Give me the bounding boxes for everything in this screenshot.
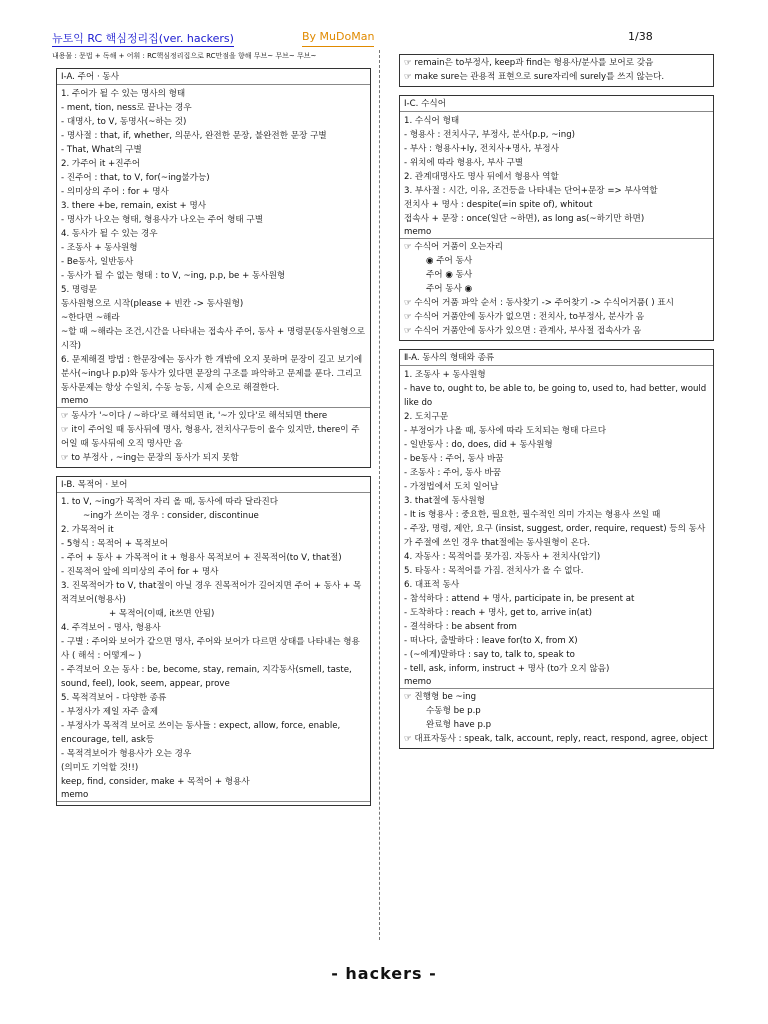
content-line: - 참석하다 : attend + 명사, participate in, be present at [404, 594, 635, 604]
memo-line: ☞ 수식어 거품안에 동사가 없으면 : 전치사, to부정사, 분사가 옴 [404, 312, 645, 322]
content-line: - 가정법에서 도치 일어남 [404, 482, 499, 492]
content-line: - 명사절 : that, if, whether, 의문사, 완전한 문장, 불완전한 문장 구별 [61, 131, 327, 141]
memo-line: 주어 동사 ◉ [426, 284, 473, 294]
content-line: 2. 도치구문 [404, 412, 449, 422]
content-line: - 부사 : 형용사+ly, 전치사+명사, 부정사 [404, 144, 559, 154]
right-column [399, 54, 714, 757]
memo-line: 주어 ◉ 동사 [426, 270, 473, 280]
content-line: - 동사가 될 수 없는 형태 : to V, ~ing, p.p, be + 동사원형 [61, 271, 286, 281]
content-line: - 의미상의 주어 : for + 명사 [61, 187, 169, 197]
page-number: 1/38 [628, 30, 653, 43]
content-line: keep, find, consider, make + 목적어 + 형용사 [61, 777, 250, 787]
content-line: - 명사가 나오는 형태, 형용사가 나오는 주어 형태 구별 [61, 215, 264, 225]
content-line: 6. 문제해결 방법 : 한문장에는 동사가 한 개밖에 오지 못하며 문장이 길고 보기에 분사(~ing나 p.p)와 동사가 있다면 문장의 구조를 파악하고 문제를 푼다. 그리고 동사문제는 항상 수일치, 수동 능동, 시제 순으로 해결한다. [61, 355, 365, 393]
content-line: 전치사 + 명사 : despite(=in spite of), whitout [404, 200, 593, 210]
memo-label: memo [57, 789, 370, 802]
content-line: - 목적격보어가 형용사가 오는 경우 [61, 749, 192, 759]
content-line: - 조동사 + 동사원형 [61, 243, 138, 253]
memo-line: 완료형 have p.p [426, 720, 492, 730]
content-line: 3. there +be, remain, exist + 명사 [61, 201, 207, 211]
memo-line: ☞ 진행형 be ~ing [404, 692, 477, 702]
content-line: 접속사 + 문장 : once(일단 ~하면), as long as(~하기만 하면) [404, 214, 645, 224]
content-line: - 주어 + 동사 + 가목적어 it + 형용사 목적보어 + 진목적어(to V, that절) [61, 553, 342, 563]
content-line: - 주격보어 오는 동사 : be, become, stay, remain, 지각동사(smell, taste, sound, feel), look, seem, appear, prove [61, 665, 355, 689]
content-line: 1. 조동사 + 동사원형 [404, 370, 486, 380]
content-line: - 부정어가 나올 때, 동사에 따라 도치되는 형태 다르다 [404, 426, 607, 436]
content-line: 3. 부사절 : 시간, 이유, 조건등을 나타내는 단어+문장 => 부사역할 [404, 186, 658, 196]
content-line: 5. 목적격보어 - 다양한 종류 [61, 693, 167, 703]
content-line: 2. 가주어 it +진주어 [61, 159, 141, 169]
content-line: - 5형식 : 목적어 + 목적보어 [61, 539, 169, 549]
memo-line: ☞ 수식어 거품이 오는자리 [404, 242, 503, 252]
content-line: ☞ make sure는 관용적 표현으로 sure자리에 surely를 쓰지 않는다. [404, 72, 665, 82]
contents-subtitle: 내용물 : 문법 + 독해 + 어휘 : RC핵심정리집으로 RC만점을 향해 무브~ 무브~ 무브~ [52, 52, 317, 60]
content-line: - 부정사가 제일 자주 출제 [61, 707, 159, 717]
footer-label: - hackers - [331, 964, 437, 983]
section-box [56, 476, 371, 806]
section-title: Ⅰ-A. 주어 · 동사 [57, 70, 370, 85]
content-line: + 목적어(이때, it쓰면 안됨) [109, 609, 215, 619]
content-line: - ment, tion, ness로 끝나는 경우 [61, 103, 192, 113]
memo-label: memo [400, 676, 713, 689]
section-title: Ⅰ-C. 수식어 [400, 97, 713, 112]
content-line: - 형용사 : 전치사구, 부정사, 분사(p.p, ~ing) [404, 130, 576, 140]
content-line: 4. 동사가 될 수 있는 경우 [61, 229, 158, 239]
memo-line: ☞ to 부정사 , ~ing는 문장의 동사가 되지 못함 [61, 453, 239, 463]
section-box [56, 68, 371, 468]
content-line: - 주장, 명령, 제안, 요구 (insist, suggest, order, require, request) 등의 동사가 주절에 쓰인 경우 that절에는 동사원형이 온다. [404, 524, 706, 548]
content-line: - 위치에 따라 형용사, 부사 구별 [404, 158, 524, 168]
content-line: 동사원형으로 시작(please + 빈칸 -> 동사원형) [61, 299, 244, 309]
content-line: - 일반동사 : do, does, did + 동사원형 [404, 440, 553, 450]
content-line: ~ing가 쓰이는 경우 : consider, discontinue [83, 511, 259, 521]
content-line: - be동사 : 주어, 동사 바꿈 [404, 454, 504, 464]
content-line: 5. 명령문 [61, 285, 97, 295]
content-line: - 결석하다 : be absent from [404, 622, 517, 632]
memo-line: ☞ 대표자동사 : speak, talk, account, reply, react, respond, agree, object [404, 734, 708, 744]
content-line: - 떠나다, 출발하다 : leave for(to X, from X) [404, 636, 578, 646]
continued-memo-box [399, 54, 714, 87]
content-line: - 진목적어 앞에 의미상의 주어 for + 명사 [61, 567, 219, 577]
section-title: Ⅱ-A. 동사의 형태와 종류 [400, 351, 713, 366]
author-credit: By MuDoMan [302, 30, 374, 47]
content-line: - 구별 : 주어와 보어가 같으면 명사, 주어와 보어가 다르면 상태를 나타내는 형용사 ( 해석 : 어떻게~ ) [61, 637, 360, 661]
content-line: ☞ remain은 to부정사, keep과 find는 형용사/분사를 보어로 갖음 [404, 58, 654, 68]
content-line: 4. 주격보어 - 명사, 형용사 [61, 623, 161, 633]
memo-line: ☞ 수식어 거품안에 동사가 있으면 : 관계사, 부사절 접속사가 옴 [404, 326, 642, 336]
memo-line: ☞ 동사가 '~이다 / ~하다'로 해석되면 it, '~가 있다'로 해석되면 there [61, 411, 328, 421]
content-line: 1. 수식어 형태 [404, 116, 460, 126]
content-line: 3. that절에 동사원형 [404, 496, 485, 506]
content-line: - That, What의 구별 [61, 145, 142, 155]
content-line: - 대명사, to V, 동명사(~하는 것) [61, 117, 187, 127]
content-line: 2. 가목적어 it [61, 525, 114, 535]
content-line: 1. 주어가 될 수 있는 명사의 형태 [61, 89, 186, 99]
content-line: - have to, ought to, be able to, be going to, used to, had better, would like do [404, 384, 709, 408]
content-line: - tell, ask, inform, instruct + 명사 (to가 오지 않음) [404, 664, 610, 674]
content-line: (의미도 기억할 것!!) [61, 763, 139, 773]
content-line: ~할 때 ~해라는 조건,시간을 나타내는 접속사 주어, 동사 + 명령문(동사원형으로 시작) [61, 327, 368, 351]
content-line: - It is 형용사 : 중요한, 필요한, 필수적인 의미 가지는 형용사 쓰일 때 [404, 510, 661, 520]
content-line: - 도착하다 : reach + 명사, get to, arrive in(at) [404, 608, 592, 618]
section-box [399, 95, 714, 341]
memo-label: memo [400, 226, 713, 239]
memo-line: ☞ it이 주어일 때 동사뒤에 명사, 형용사, 전치사구등이 올수 있지만, there이 주어일 때 동사뒤에 오직 명사만 옴 [61, 425, 360, 449]
content-line: 4. 자동사 : 목적어를 못가짐. 자동사 + 전치사(암기) [404, 552, 601, 562]
content-line: - (~에게)말하다 : say to, talk to, speak to [404, 650, 575, 660]
memo-label: memo [57, 395, 370, 408]
content-line: ~한다면 ~해라 [61, 313, 120, 323]
section-box [399, 349, 714, 749]
content-line: - 부정사가 목적격 보어로 쓰이는 동사들 : expect, allow, force, enable, encourage, tell, ask등 [61, 721, 343, 745]
content-line: - 조동사 : 주어, 동사 바꿈 [404, 468, 502, 478]
content-line: 2. 관계대명사도 명사 뒤에서 형용사 역할 [404, 172, 559, 182]
content-line: 1. to V, ~ing가 목적어 자리 올 때, 동사에 따라 달라진다 [61, 497, 279, 507]
column-divider [379, 50, 380, 940]
memo-line: 수동형 be p.p [426, 706, 481, 716]
memo-line: ☞ 수식어 거품 파악 순서 : 동사찾기 -> 주어찾기 -> 수식어거품( ) 표시 [404, 298, 674, 308]
memo-line: ◉ 주어 동사 [426, 256, 473, 266]
content-line: 3. 진목적어가 to V, that절이 아닐 경우 진목적어가 길어지면 주어 + 동사 + 목적격보어(형용사) [61, 581, 362, 605]
left-column [56, 68, 371, 814]
content-line: - 진주어 : that, to V, for(~ing불가능) [61, 173, 210, 183]
content-line: 5. 타동사 : 목적어를 가짐. 전치사가 올 수 없다. [404, 566, 584, 576]
content-line: 6. 대표적 동사 [404, 580, 460, 590]
document-title: 뉴토익 RC 핵심정리집(ver. hackers) [52, 32, 234, 45]
content-line: - Be동사, 일반동사 [61, 257, 134, 267]
section-title: Ⅰ-B. 목적어 · 보어 [57, 478, 370, 493]
